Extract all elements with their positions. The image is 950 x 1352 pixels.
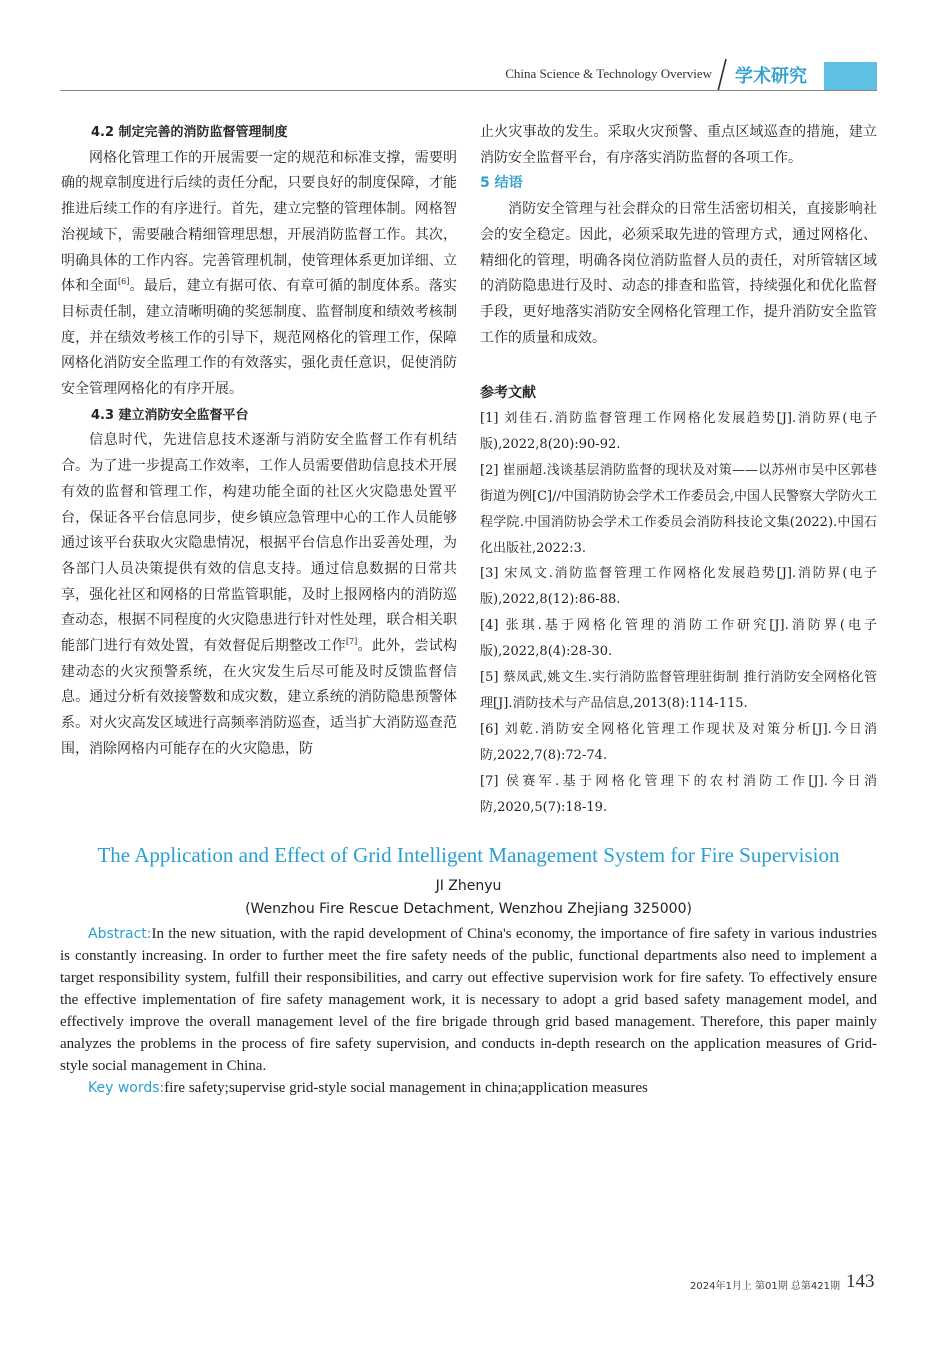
paragraph-text: 。最后，建立有据可依、有章可循的制度体系。落实目标责任制，建立清晰明确的奖惩制度、监督制度和绩效考核制度，并在绩效考核工作的引导下，规范网格化的管理工作，保障网格化消防安全监理工作的有效落实，强化责任意识，促使消防安全管理网格化的有序开展。 (61, 278, 458, 398)
paragraph-conclusion: 消防安全管理与社会群众的日常生活密切相关，直接影响社会的安全稳定。因此，必须采取先进的管理方式，通过网格化、精细化的管理，明确各岗位消防监督人员的责任，对所管辖区域的消防隐患进行及时、动态的排查和监管，持续强化和优化监督手段，更好地落实消防安全网格化管理工作，提升消防安全监管工作的质量和成效。 (480, 201, 877, 346)
paragraph-text: 信息时代，先进信息技术逐渐与消防安全监督工作有机结合。为了进一步提高工作效率，工作人员需要借助信息技术开展有效的监督和管理工作，构建功能全面的社区火灾隐患处置平台，保证各平台信息同步，使乡镇应急管理中心的工作人员能够通过该平台获取火灾隐患情况，根据平台信息作出妥善处理，为各部门人员决策提供有效的信息支持。通过信息数据的日常共享，强化社区和网格的日常监管职能，及时上报网格内的消防巡查动态，根据不同程度的火灾隐患进行针对性处理，联合相关职能部门进行有效处置，有效督促后期整改工作 (61, 432, 457, 655)
reference-item: [7] 侯赛军.基于网格化管理下的农村消防工作[J].今日消防,2020,5(7):18-19. (480, 773, 877, 815)
references-title: 参考文献 (480, 385, 536, 401)
section-title: 学术研究 (735, 66, 807, 87)
reference-item: [5] 蔡凤武,姚文生.实行消防监督管理驻街制 推行消防安全网格化管理[J].消防技术与产品信息,2013(8):114-115. (480, 670, 877, 711)
citation-7: [7] (345, 637, 358, 647)
header-slash-divider (716, 58, 728, 92)
paragraph-regulations (61, 146, 457, 403)
reference-item: [2] 崔丽超.浅谈基层消防监督的现状及对策——以苏州市吴中区郭巷街道为例[C]//中国消防协会学术工作委员会,中国人民警察大学防火工程学院.中国消防协会学术工作委员会消防科技论文集(2022).中国石化出版社,2022:3. (480, 462, 877, 556)
paragraph-text: 网格化管理工作的开展需要一定的规范和标准支撑，需要明确的规章制度进行后续的责任分配，只要良好的制度保障，才能推进后续工作的有序进行。首先，建立完整的管理体制。网格智治视域下，需要融合精细管理思想，开展消防监督工作。其次，明确具体的工作内容。完善管理机制，使管理体系更加详细、立体和全面 (61, 149, 457, 295)
keywords-label: Key words: (88, 1080, 165, 1096)
reference-item: [4] 张琪.基于网格化管理的消防工作研究[J].消防界(电子版),2022,8(4):28-30. (480, 618, 877, 660)
abstract-text: In the new situation, with the rapid development of China's economy, the importance of fire safety in various industries is constantly increasing. In order to further meet the fire safety needs of the public, functional departments also need to implement a target responsibility system, fulfill their responsibilities, and carry out effective supervision work for fire safety. To effectively ensure the effective implementation of fire safety management work, it is necessary to adopt a grid based safety management model, and effectively improve the overall management level of the fire brigade through grid based management. Therefore, this paper mainly analyzes the problems in the process of fire safety supervision, and conducts in-depth research on the application measures of Grid-style social management in China. (60, 926, 877, 1074)
heading-4-3: 4.3 建立消防安全监督平台 (91, 407, 249, 423)
header-rule (60, 90, 877, 91)
english-abstract (60, 923, 877, 1077)
reference-item: [3] 宋凤文.消防监督管理工作网格化发展趋势[J].消防界(电子版),2022,8(12):86-88. (480, 566, 877, 608)
right-column (480, 120, 877, 351)
keywords-text: fire safety;supervise grid-style social management in china;application measures (164, 1080, 648, 1096)
page-number: 143 (846, 1271, 875, 1292)
journal-name: China Science & Technology Overview (505, 66, 712, 81)
english-author: JI Zhenyu (435, 878, 502, 894)
header-color-block (824, 62, 877, 90)
paragraph-continued: 止火灾事故的发生。采取火灾预警、重点区域巡查的措施，建立消防安全监督平台，有序落实消防监督的各项工作。 (480, 124, 877, 166)
paragraph-platform (61, 428, 457, 762)
heading-conclusion: 5 结语 (480, 175, 523, 192)
english-title: The Application and Effect of Grid Intelligent Management System for Fire Supervision (97, 843, 840, 867)
abstract-label: Abstract: (88, 926, 152, 942)
reference-item: [1] 刘佳石.消防监督管理工作网格化发展趋势[J].消防界(电子版),2022,8(20):90-92. (480, 411, 877, 452)
paragraph-text: 。此外，尝试构建动态的火灾预警系统，在火灾发生后尽可能及时反馈监督信息。通过分析有效接警数和成灾数，建立系统的消防隐患预警体系。对火灾高发区域进行高频率消防巡查，适当扩大消防巡查范围，消除网格内可能存在的火灾隐患，防 (61, 638, 458, 757)
left-column (61, 120, 457, 763)
reference-item: [6] 刘乾.消防安全网格化管理工作现状及对策分析[J].今日消防,2022,7(8):72-74. (480, 721, 877, 763)
references (480, 380, 877, 821)
citation-6: [6] (118, 277, 130, 287)
heading-4-2: 4.2 制定完善的消防监督管理制度 (91, 125, 288, 140)
english-affiliation: (Wenzhou Fire Rescue Detachment, Wenzhou Zhejiang 325000) (245, 901, 692, 917)
issue-info: 2024年1月上 第01期 总第421期 (690, 1281, 840, 1292)
english-keywords (60, 1077, 877, 1099)
